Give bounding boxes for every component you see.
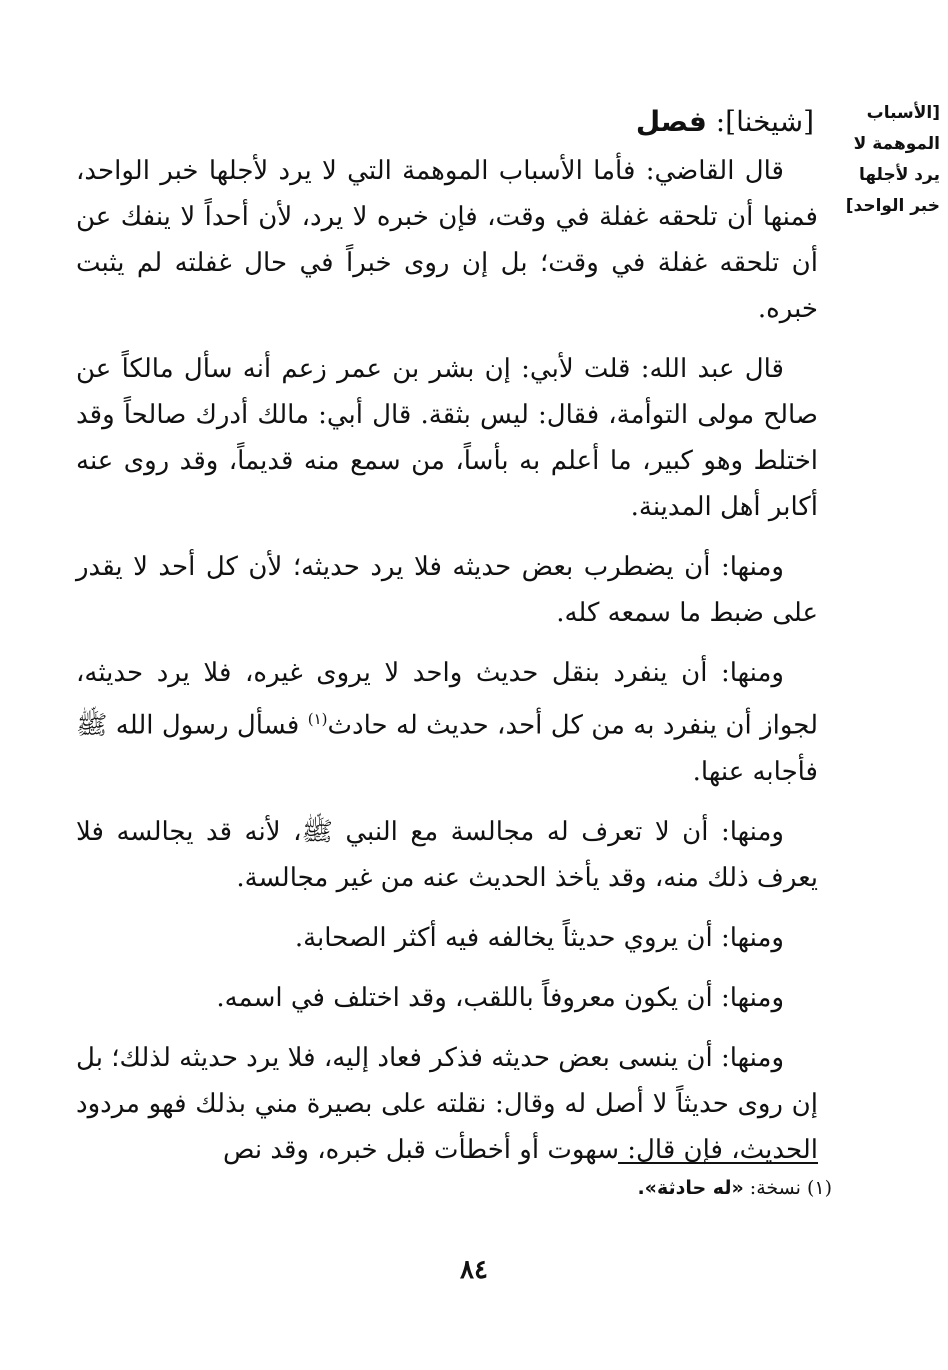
margin-note-line: [الأسباب <box>866 103 940 123</box>
margin-note <box>812 98 940 222</box>
paragraph: ومنها: أن يروي حديثاً يخالفه فيه أكثر الصحابة. <box>294 922 784 953</box>
main-text <box>76 100 818 1187</box>
paragraph <box>76 650 818 795</box>
footnote <box>637 1174 832 1202</box>
paragraph: قال القاضي: فأما الأسباب الموهمة التي لا يرد لأجلها خبر الواحد، فمنها أن تلحقه غفلة في وقت، فإن خبره لا يرد، لأن أحداً لا ينفك عن أن تلحقه غفلة في وقت؛ بل إن روى خبراً في حال غفلته لم يثبت خبره. <box>76 156 818 324</box>
footnote-label: نسخة: <box>749 1177 801 1199</box>
heading-bracket: [شيخنا]: <box>715 105 814 138</box>
heading-word: فصل <box>635 105 707 138</box>
page-number: ٨٤ <box>460 1255 488 1285</box>
margin-note-line: الموهمة لا <box>853 134 940 154</box>
footnote-marker[interactable]: (١) <box>307 710 328 728</box>
footnote-text: «له حادثة». <box>637 1177 744 1199</box>
margin-note-line: يرد لأجلها <box>858 165 940 185</box>
margin-note-line: خبر الواحد] <box>845 196 940 216</box>
paragraph: قال عبد الله: قلت لأبي: إن بشر بن عمر زعم أنه سأل مالكاً عن صالح مولى التوأمة، فقال: ليس بثقة. قال أبي: مالك أدرك صالحاً وقد اختلط وهو كبير، ما أعلم به بأساً، من سمع منه قديماً، وقد روى عنه أكابر أهل المدينة. <box>76 354 818 522</box>
footnote-divider <box>618 1162 818 1164</box>
paragraph-text: ومنها: أن ينفرد بنقل حديث واحد لا يروى غيره، فلا يرد حديثه، لجواز أن ينفرد به من كل أحد، حديث له حادث <box>76 658 819 741</box>
paragraph-text: فسأل رسول الله ﷺ فأجابه عنها. <box>76 710 818 787</box>
paragraph: ومنها: أن لا تعرف له مجالسة مع النبي ﷺ، لأنه قد يجالسه فلا يعرف ذلك منه، وقد يأخذ الحديث عنه من غير مجالسة. <box>76 816 818 893</box>
paragraph: ومنها: أن يكون معروفاً باللقب، وقد اختلف في اسمه. <box>216 982 784 1013</box>
paragraph: ومنها: أن ينسى بعض حديثه فذكر فعاد إليه، فلا يرد حديثه لذلك؛ بل إن روى حديثاً لا أصل له وقال: نقلته على بصيرة مني بذلك فهو مردود الحديث، فإن قال: سهوت أو أخطأت قبل خبره، وقد نص <box>76 1042 818 1165</box>
footnote-number: (١) <box>806 1177 832 1199</box>
paragraph: ومنها: أن يضطرب بعض حديثه فلا يرد حديثه؛ لأن كل أحد لا يقدر على ضبط ما سمعه كله. <box>76 552 818 628</box>
section-heading <box>76 100 818 144</box>
